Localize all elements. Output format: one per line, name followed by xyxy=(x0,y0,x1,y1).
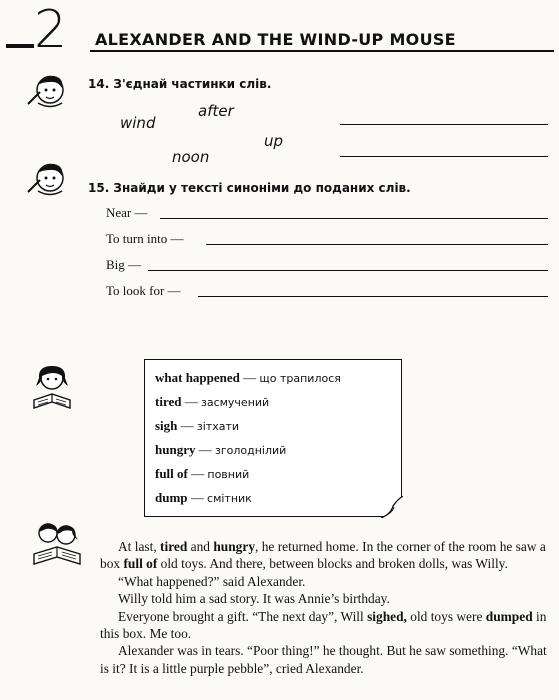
story-paragraph: At last, tired and hungry, he returned home. In the corner of the room he saw a box full of old toys. And there, between blocks and broken dolls, was Willy. xyxy=(100,539,546,572)
story-paragraph: Willy told him a sad story. It was Annie’s birthday. xyxy=(118,591,390,607)
word-part-wind: wind xyxy=(120,114,156,132)
vocab-row: dump — смітник xyxy=(155,490,252,505)
synonym-label-near: Near — xyxy=(106,205,148,220)
unit-number: 2 xyxy=(34,0,67,60)
task-15-title: 15. Знайди у тексті синоніми до поданих слів. xyxy=(88,181,411,195)
vocab-row: hungry — зголоднілий xyxy=(155,442,287,457)
vocab-term: full of xyxy=(155,466,188,481)
title-underline xyxy=(90,50,554,52)
vocab-row: what happened — що трапилося xyxy=(155,370,341,385)
page-title: ALEXANDER AND THE WIND-UP MOUSE xyxy=(95,30,456,49)
answer-line-2[interactable] xyxy=(340,156,548,157)
vocab-term: sigh xyxy=(155,418,178,433)
vocab-term: hungry xyxy=(155,442,196,457)
synonym-label-big: Big — xyxy=(106,257,142,272)
children-reading-icon xyxy=(28,520,86,568)
synonym-line-near[interactable] xyxy=(160,218,548,219)
synonym-line-look-for[interactable] xyxy=(198,296,548,297)
vocab-translation: повний xyxy=(207,468,250,481)
story-paragraph: Everyone brought a gift. “The next day”, Will sighed, old toys were dumped in this box. Me too. xyxy=(100,608,547,642)
synonym-line-big[interactable] xyxy=(148,270,548,271)
girl-reading-icon xyxy=(26,362,78,414)
unit-dash xyxy=(6,44,34,48)
answer-line-1[interactable] xyxy=(340,124,548,125)
synonym-line-turn-into[interactable] xyxy=(206,244,548,245)
vocab-row: full of — повний xyxy=(155,466,250,481)
vocabulary-box xyxy=(144,359,402,517)
story-paragraph: “What happened?” said Alexander. xyxy=(118,573,306,589)
story-paragraph: Alexander was in tears. “Poor thing!” he thought. But he saw something. “What is it? It is a little purple pebble”, cried Alexander. xyxy=(100,643,547,676)
vocab-term: dump xyxy=(155,490,188,505)
vocab-term: tired xyxy=(155,394,182,409)
vocab-term: what happened xyxy=(155,370,240,385)
vocab-translation: засмучений xyxy=(200,396,270,409)
synonym-label-turn-into: To turn into — xyxy=(106,231,184,246)
vocab-translation: що трапилося xyxy=(259,372,341,385)
task-14-title: 14. З'єднай частинки слів. xyxy=(88,77,272,91)
pupil-writing-icon xyxy=(24,158,72,200)
vocab-translation: зітхати xyxy=(196,420,240,433)
vocab-translation: смітник xyxy=(207,492,252,505)
pupil-writing-icon xyxy=(24,70,72,112)
story-text xyxy=(100,538,550,677)
vocab-row: sigh — зітхати xyxy=(155,418,240,433)
word-part-noon: noon xyxy=(172,148,210,166)
vocab-row: tired — засмучений xyxy=(155,394,270,409)
word-part-up: up xyxy=(264,132,284,150)
vocab-translation: зголоднілий xyxy=(214,444,287,457)
synonym-label-look-for: To look for — xyxy=(106,283,181,298)
word-part-after: after xyxy=(198,102,234,120)
page-curl-icon xyxy=(381,496,403,518)
